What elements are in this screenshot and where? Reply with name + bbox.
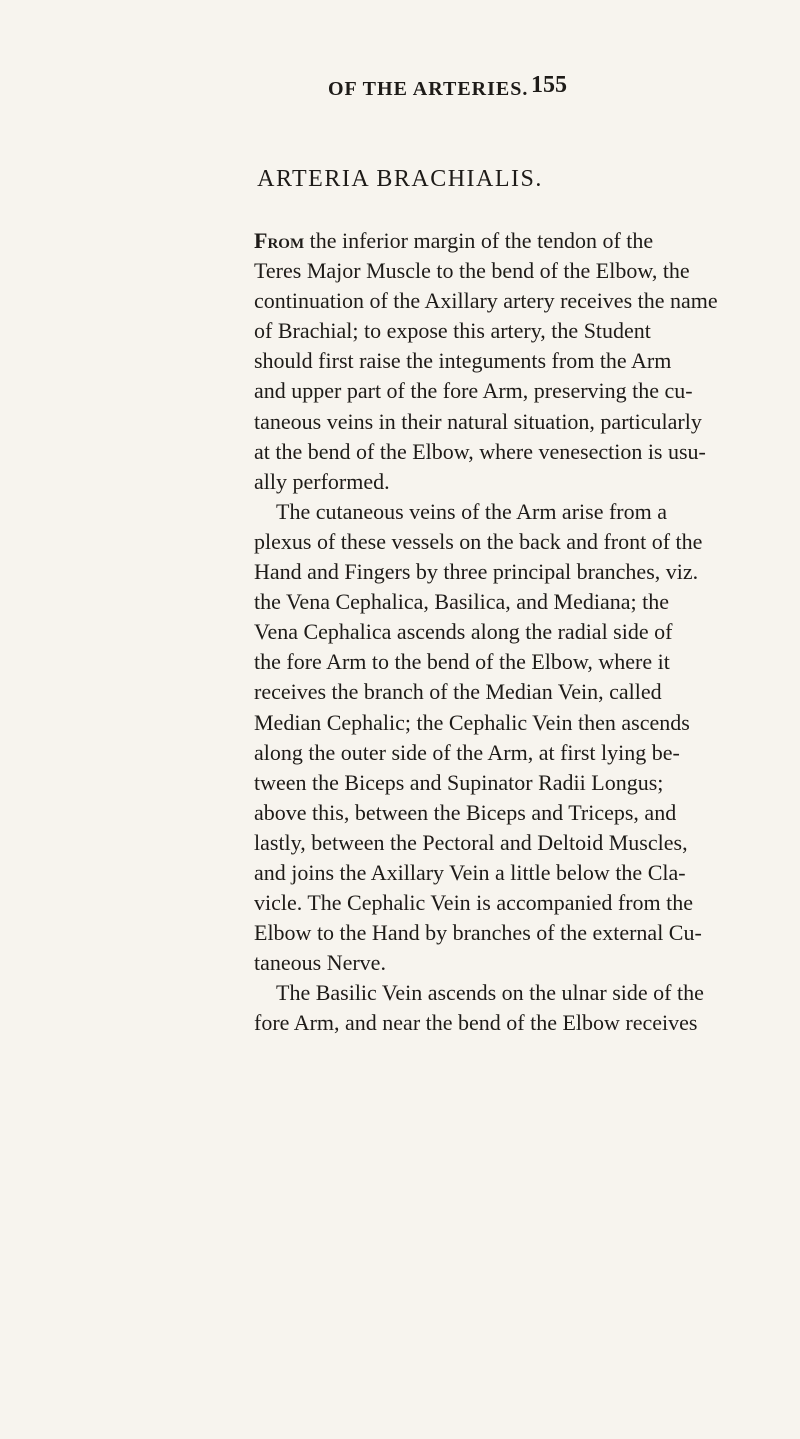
text-line: lastly, between the Pectoral and Deltoid Muscles, (254, 829, 688, 855)
text-line: the fore Arm to the bend of the Elbow, where it (254, 649, 670, 675)
text-line: and joins the Axillary Vein a little below the Cla- (254, 859, 686, 885)
text-line: Hand and Fingers by three principal branches, viz. (254, 559, 699, 585)
page-number: 155 (531, 72, 567, 98)
text-line: should first raise the integuments from the Arm (254, 348, 672, 374)
running-head (258, 72, 578, 118)
drop-word: From (254, 228, 305, 253)
running-title: OF THE ARTERIES. (328, 78, 529, 100)
text-line: From the inferior margin of the tendon of the (254, 228, 654, 253)
text-line: Vena Cephalica ascends along the radial side of (254, 619, 673, 645)
text-line: the Vena Cephalica, Basilica, and Mediana; the (254, 589, 670, 615)
text-line: tween the Biceps and Supinator Radii Longus; (254, 769, 664, 795)
text-line: plexus of these vessels on the back and front of the (254, 528, 703, 554)
text-line: taneous veins in their natural situation, particularly (254, 408, 702, 434)
text-line: Elbow to the Hand by branches of the external Cu- (254, 920, 702, 946)
section-title: ARTERIA BRACHIALIS. (257, 166, 543, 192)
text-line: of Brachial; to expose this artery, the Student (254, 318, 651, 344)
text-line: Median Cephalic; the Cephalic Vein then ascends (254, 709, 690, 735)
text-line: ally performed. (254, 468, 390, 494)
text-line: along the outer side of the Arm, at first lying be- (254, 739, 680, 765)
text-line: The Basilic Vein ascends on the ulnar side of the (276, 980, 704, 1006)
text-line: taneous Nerve. (254, 950, 386, 976)
text-line: above this, between the Biceps and Triceps, and (254, 799, 677, 825)
text-line: vicle. The Cephalic Vein is accompanied from the (254, 890, 694, 916)
body-text (254, 226, 718, 1039)
text-line: and upper part of the fore Arm, preserving the cu- (254, 378, 693, 404)
text-line: receives the branch of the Median Vein, called (254, 679, 662, 705)
text-line: continuation of the Axillary artery receives the name (254, 288, 718, 314)
text-line: The cutaneous veins of the Arm arise from a (276, 498, 667, 524)
text-line: fore Arm, and near the bend of the Elbow receives (254, 1010, 698, 1036)
text-line: Teres Major Muscle to the bend of the Elbow, the (254, 258, 690, 284)
text-line: at the bend of the Elbow, where venesection is usu- (254, 438, 706, 464)
